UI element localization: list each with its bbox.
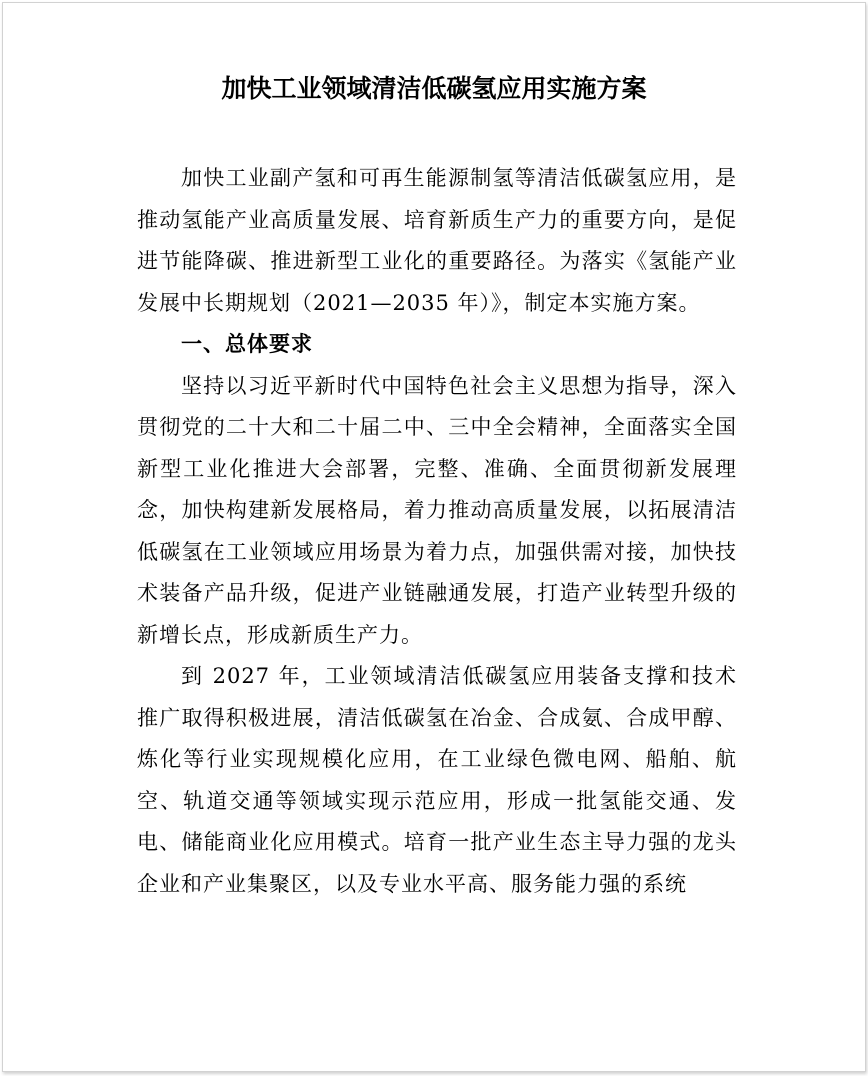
intro-paragraph: 加快工业副产氢和可再生能源制氢等清洁低碳氢应用，是推动氢能产业高质量发展、培育新质生产力的重要方向，是促进节能降碳、推进新型工业化的重要路径。为落实《氢能产业发展中长期规划（2021—2035 年）》，制定本实施方案。 xyxy=(137,166,737,315)
section-paragraph-guiding-principles: 坚持以习近平新时代中国特色社会主义思想为指导，深入贯彻党的二十大和二十届二中、三中全会精神，全面落实全国新型工业化推进大会部署，完整、准确、全面贯彻新发展理念，加快构建新发展格局，着力推动高质量发展，以拓展清洁低碳氢在工业领域应用场景为着力点，加强供需对接，加快技术装备产品升级，促进产业链融通发展，打造产业转型升级的新增长点，形成新质生产力。 xyxy=(137,373,737,647)
section-heading: 一、总体要求 xyxy=(181,332,313,356)
document-title: 加快工业领域清洁低碳氢应用实施方案 xyxy=(221,74,647,103)
document-page xyxy=(2,2,866,1072)
document-body xyxy=(137,158,737,905)
section-paragraph-2027-goals: 到 2027 年，工业领域清洁低碳氢应用装备支撑和技术推广取得积极进展，清洁低碳氢在冶金、合成氨、合成甲醇、炼化等行业实现规模化应用，在工业绿色微电网、船舶、航空、轨道交通等领域实现示范应用，形成一批氢能交通、发电、储能商业化应用模式。培育一批产业生态主导力强的龙头企业和产业集聚区，以及专业水平高、服务能力强的系统 xyxy=(137,664,737,896)
